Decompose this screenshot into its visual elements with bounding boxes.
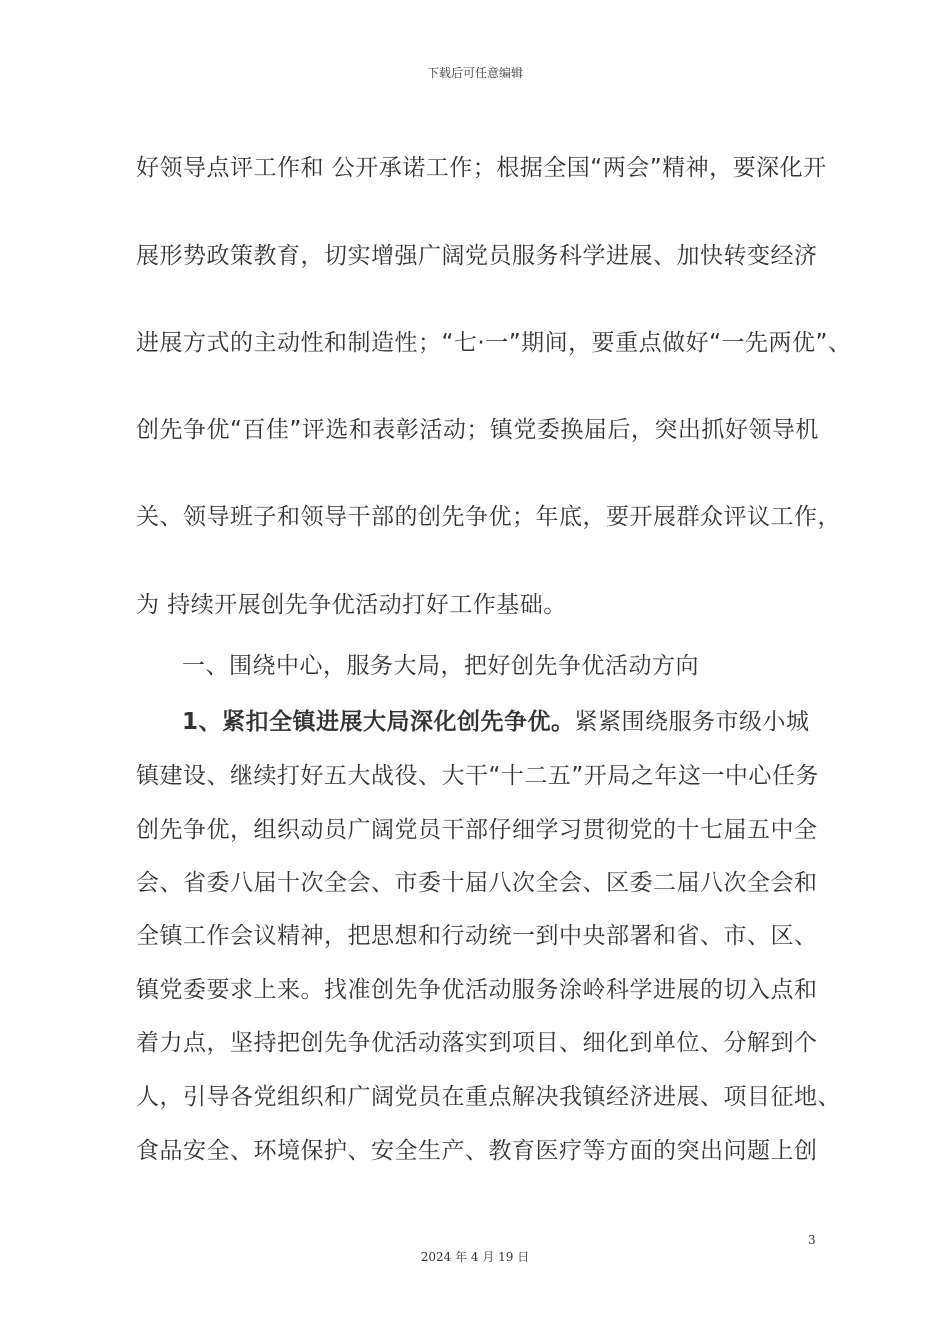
body-text-line: 镇党委要求上来。找准创先争优活动服务涂岭科学进展的切入点和 (136, 977, 818, 1003)
body-text-line: 全镇工作会议精神，把思想和行动统一到中央部署和省、市、区、 (136, 923, 818, 949)
page-header: 下载后可任意编辑 (426, 66, 523, 80)
body-text-line: 关、领导班子和领导干部的创先争优；年底，要开展群众评议工作， (136, 504, 841, 530)
body-text-line: 着力点，坚持把创先争优活动落实到项目、细化到单位、分解到个 (136, 1030, 818, 1056)
body-text-line: 会、省委八届十次全会、市委十届八次全会、区委二届八次全会和 (136, 870, 818, 896)
item-1-text: 紧紧围绕服务市级小城 (574, 709, 810, 735)
footer-date: 2024 年 4 月 19 日 (420, 1250, 530, 1264)
section-heading: 一、围绕中心，服务大局，把好创先争优活动方向 (182, 653, 699, 679)
item-1-first-line (182, 703, 810, 736)
page-number: 3 (808, 1233, 816, 1247)
body-text-line: 食品安全、环境保护、安全生产、教育医疗等方面的突出问题上创 (136, 1138, 818, 1164)
body-text-line: 进展方式的主动性和制造性；“七·一”期间，要重点做好“一先两优”、 (136, 330, 852, 356)
body-text-line: 展形势政策教育，切实增强广阔党员服务科学进展、加快转变经济 (136, 243, 818, 269)
body-text-line: 创先争优，组织动员广阔党员干部仔细学习贯彻党的十七届五中全 (136, 817, 818, 843)
body-text-line: 创先争优“百佳”评选和表彰活动；镇党委换届后，突出抓好领导机 (136, 417, 819, 443)
body-text-line: 人，引导各党组织和广阔党员在重点解决我镇经济进展、项目征地、 (136, 1084, 841, 1110)
item-1-title: 1、紧扣全镇进展大局深化创先争优。 (182, 709, 575, 735)
body-text-line: 镇建设、继续打好五大战役、大干“十二五”开局之年这一中心任务 (136, 763, 819, 789)
body-text-line: 为 持续开展创先争优活动打好工作基础。 (136, 592, 567, 618)
body-text-line: 好领导点评工作和 公开承诺工作；根据全国“两会”精神，要深化开 (136, 155, 827, 181)
